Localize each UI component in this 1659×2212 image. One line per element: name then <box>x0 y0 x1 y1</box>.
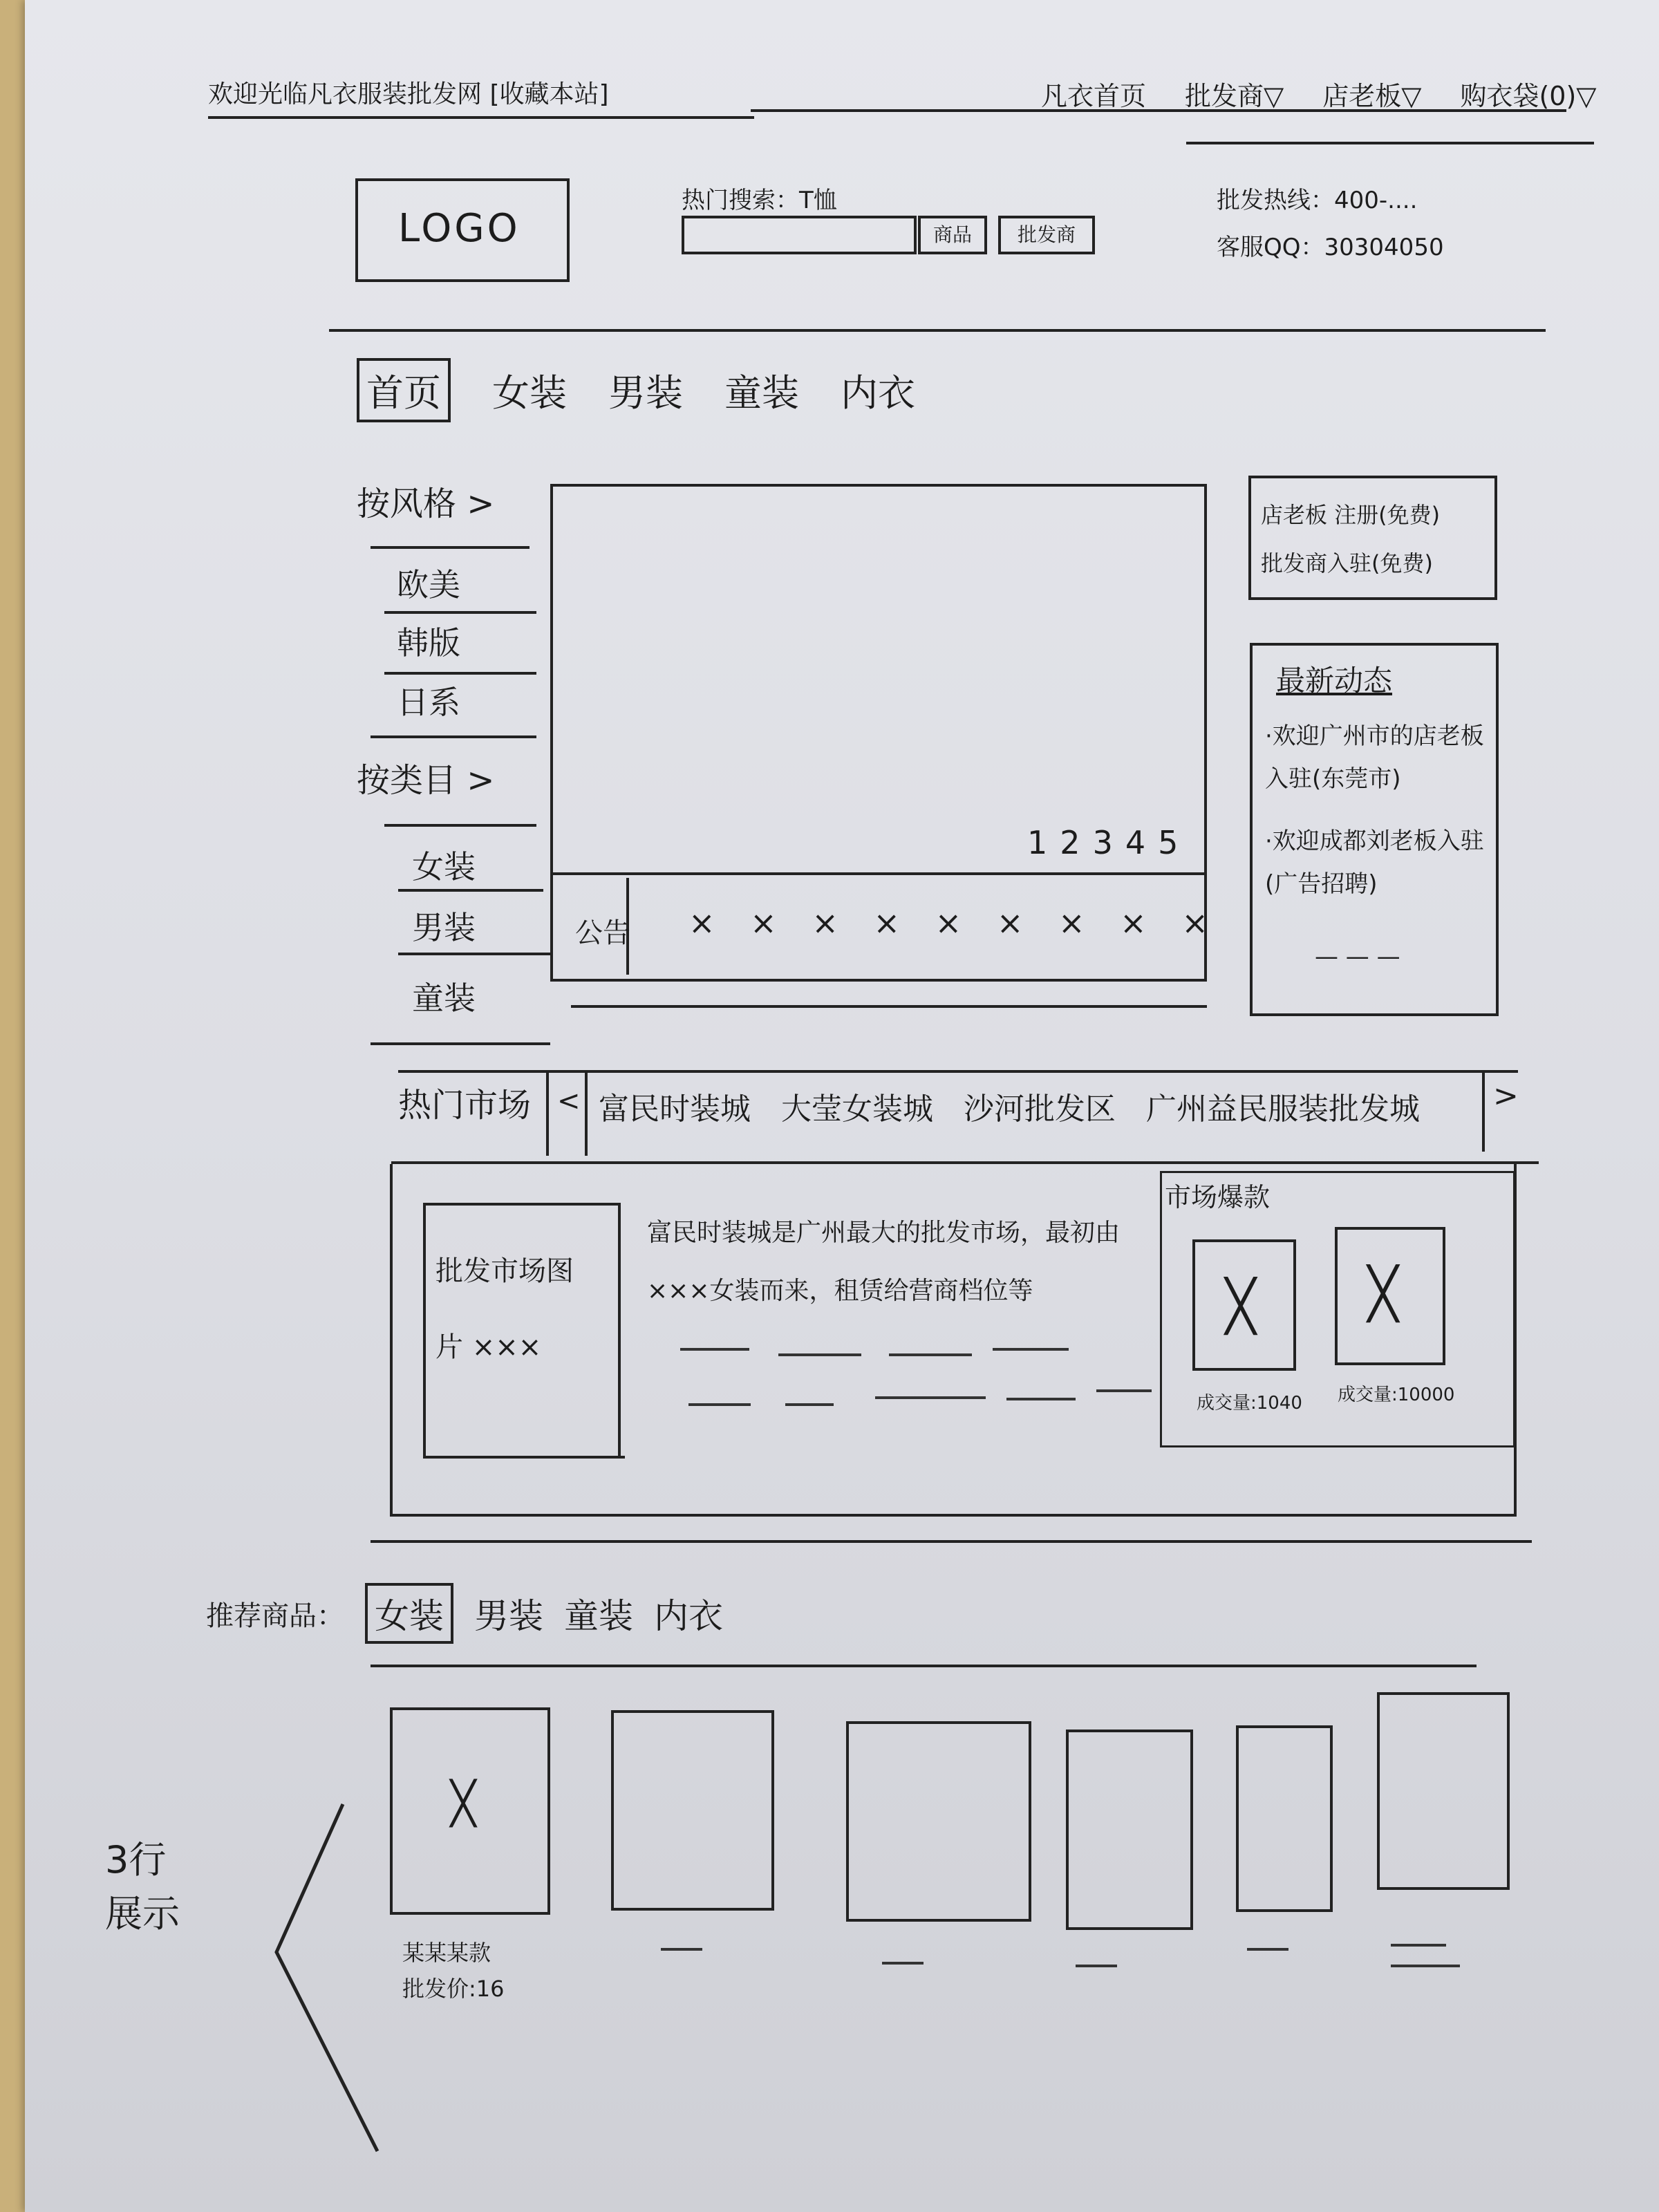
hot-item-caption: 成交量:1040 <box>1197 1393 1302 1414</box>
header-divider <box>329 329 1546 332</box>
text-placeholder-line <box>785 1403 834 1406</box>
product-card-image[interactable] <box>1236 1725 1333 1912</box>
logo[interactable] <box>355 178 570 282</box>
welcome-text: 欢迎光临凡衣服装批发网 [收藏本站] <box>208 80 609 109</box>
market-item[interactable]: 富民时装城 <box>599 1091 751 1127</box>
qq-text: 客服QQ：30304050 <box>1217 234 1444 261</box>
sidebar-rule <box>384 672 536 675</box>
nav-underwear[interactable]: 内衣 <box>841 371 915 415</box>
sidebar-style-europe[interactable]: 欧美 <box>397 566 460 603</box>
sidebar-rule <box>398 889 543 892</box>
news-item[interactable]: ·欢迎广州市的店老板入驻(东莞市) <box>1265 722 1484 793</box>
news-more[interactable]: — — — <box>1315 943 1400 971</box>
hot-items-panel <box>1160 1171 1515 1447</box>
markets-prev-button[interactable]: < <box>557 1085 581 1117</box>
recommend-tab-underwear[interactable]: 内衣 <box>654 1596 723 1636</box>
vendor-join-button[interactable]: 批发商入驻(免费) <box>1261 550 1433 577</box>
main-nav <box>357 358 915 422</box>
recommend-tab-kids[interactable]: 童装 <box>564 1596 633 1636</box>
bracket-icon <box>260 1797 384 2157</box>
sidebar-rule <box>371 546 529 549</box>
paper-sheet <box>25 0 1659 2212</box>
hot-items-title: 市场爆款 <box>1165 1182 1271 1212</box>
hot-item-caption: 成交量:10000 <box>1338 1385 1455 1405</box>
search-goods-button[interactable]: 商品 <box>918 216 987 254</box>
hot-item-image[interactable] <box>1192 1239 1296 1371</box>
link-cart[interactable]: 购衣袋(0)▽ <box>1460 81 1597 111</box>
hotline-text: 批发热线：400-.... <box>1217 187 1418 214</box>
text-placeholder-line <box>1006 1398 1076 1400</box>
pager-5[interactable]: 5 <box>1158 824 1179 861</box>
news-item[interactable]: ·欢迎成都刘老板入驻(广告招聘) <box>1265 827 1484 898</box>
markets-next-button[interactable]: > <box>1493 1078 1519 1114</box>
market-image-rule <box>440 1456 625 1459</box>
image-placeholder-icon: ╳ <box>1226 1277 1256 1335</box>
text-placeholder-line <box>661 1948 702 1951</box>
product-card-image[interactable] <box>1066 1730 1193 1930</box>
text-placeholder-line <box>680 1348 749 1351</box>
sidebar-style-korean[interactable]: 韩版 <box>397 624 460 662</box>
product-card-image[interactable] <box>1377 1692 1510 1890</box>
recommend-header <box>206 1583 723 1644</box>
sidebar-rule <box>384 824 536 827</box>
text-placeholder-line <box>993 1348 1069 1351</box>
image-placeholder-icon: ╳ <box>451 1779 476 1828</box>
text-placeholder-line <box>1096 1389 1152 1392</box>
hot-item-image[interactable] <box>1335 1227 1445 1365</box>
topbar-right-rule <box>1186 142 1594 144</box>
notice-label: 公告 <box>575 917 630 949</box>
sidebar-rule <box>384 611 536 614</box>
sidebar-cat-men[interactable]: 男装 <box>412 909 476 946</box>
recommend-tab-women[interactable]: 女装 <box>365 1583 453 1644</box>
markets-divider <box>1482 1070 1485 1152</box>
search-input[interactable] <box>682 216 917 254</box>
market-item[interactable]: 沙河批发区 <box>964 1091 1116 1127</box>
side-note: 3行 展示 <box>105 1838 180 1936</box>
product-card-image[interactable] <box>611 1710 774 1911</box>
sidebar-cat-women[interactable]: 女装 <box>412 848 476 885</box>
product-title[interactable]: 某某某款 <box>402 1940 491 1966</box>
market-image-caption: 批发市场图片 ××× <box>435 1255 574 1363</box>
recommend-rule <box>371 1665 1477 1667</box>
sidebar-cat-kids[interactable]: 童装 <box>412 980 476 1017</box>
banner-notice-divider <box>550 872 1207 875</box>
banner-pager <box>1027 824 1178 861</box>
nav-women[interactable]: 女装 <box>492 371 567 415</box>
market-item[interactable]: 广州益民服装批发城 <box>1146 1091 1420 1127</box>
news-panel <box>1250 643 1499 1016</box>
market-image[interactable] <box>423 1203 621 1459</box>
text-placeholder-line <box>889 1353 972 1356</box>
topbar-links <box>1041 75 1597 113</box>
register-panel <box>1248 476 1497 600</box>
pager-1[interactable]: 1 <box>1027 824 1048 861</box>
recommend-tab-men[interactable]: 男装 <box>474 1596 543 1636</box>
register-button[interactable]: 店老板 注册(免费) <box>1261 502 1441 528</box>
sidebar-category-header[interactable]: 按类目 > <box>357 761 495 800</box>
nav-kids[interactable]: 童装 <box>724 371 799 415</box>
sidebar-style-japanese[interactable]: 日系 <box>397 684 460 721</box>
markets-divider <box>546 1073 549 1156</box>
text-placeholder-line <box>1076 1965 1117 1967</box>
topbar-underline-left <box>208 116 754 119</box>
product-card-image[interactable] <box>390 1707 550 1915</box>
pager-2[interactable]: 2 <box>1060 824 1080 861</box>
logo-text: LOGO <box>398 206 521 251</box>
notice-text[interactable]: × × × × × × × × × <box>688 904 1221 941</box>
market-item[interactable]: 大莹女装城 <box>781 1091 933 1127</box>
markets-top-rule <box>398 1070 1518 1073</box>
sidebar-style-header[interactable]: 按风格 > <box>357 485 495 523</box>
markets-list <box>599 1084 1420 1128</box>
markets-divider <box>585 1073 588 1156</box>
text-placeholder-line <box>1391 1944 1446 1947</box>
text-placeholder-line <box>778 1353 861 1356</box>
sidebar-rule <box>398 953 550 955</box>
hot-markets-label: 热门市场 <box>398 1086 532 1125</box>
sidebar-rule <box>371 735 536 738</box>
sidebar-rule <box>371 1042 550 1045</box>
text-placeholder-line <box>882 1962 924 1965</box>
hot-search-label: 热门搜索：T恤 <box>682 187 837 214</box>
text-placeholder-line <box>1391 1965 1460 1967</box>
text-placeholder-line <box>688 1403 751 1406</box>
market-description: 富民时装城是广州最大的批发市场，最初由×××女装而来，租赁给营商档位等 <box>647 1219 1121 1305</box>
product-card-image[interactable] <box>846 1721 1031 1922</box>
nav-men[interactable]: 男装 <box>608 371 683 415</box>
section-divider <box>371 1540 1532 1543</box>
link-wholesaler[interactable]: 批发商▽ <box>1185 81 1284 111</box>
recommend-label: 推荐商品： <box>206 1600 344 1632</box>
text-placeholder-line <box>1247 1948 1288 1951</box>
pager-3[interactable]: 3 <box>1092 824 1113 861</box>
pager-4[interactable]: 4 <box>1125 824 1146 861</box>
news-title: 最新动态 <box>1276 664 1393 697</box>
search-vendor-button[interactable]: 批发商 <box>998 216 1095 254</box>
text-placeholder-line <box>875 1396 986 1399</box>
link-shop-owner[interactable]: 店老板▽ <box>1322 81 1422 111</box>
nav-home[interactable]: 首页 <box>357 358 451 422</box>
link-home[interactable]: 凡衣首页 <box>1041 81 1147 111</box>
image-placeholder-icon: ╳ <box>1368 1264 1398 1322</box>
product-price: 批发价:16 <box>402 1976 505 2002</box>
banner-under-rule <box>571 1005 1207 1008</box>
